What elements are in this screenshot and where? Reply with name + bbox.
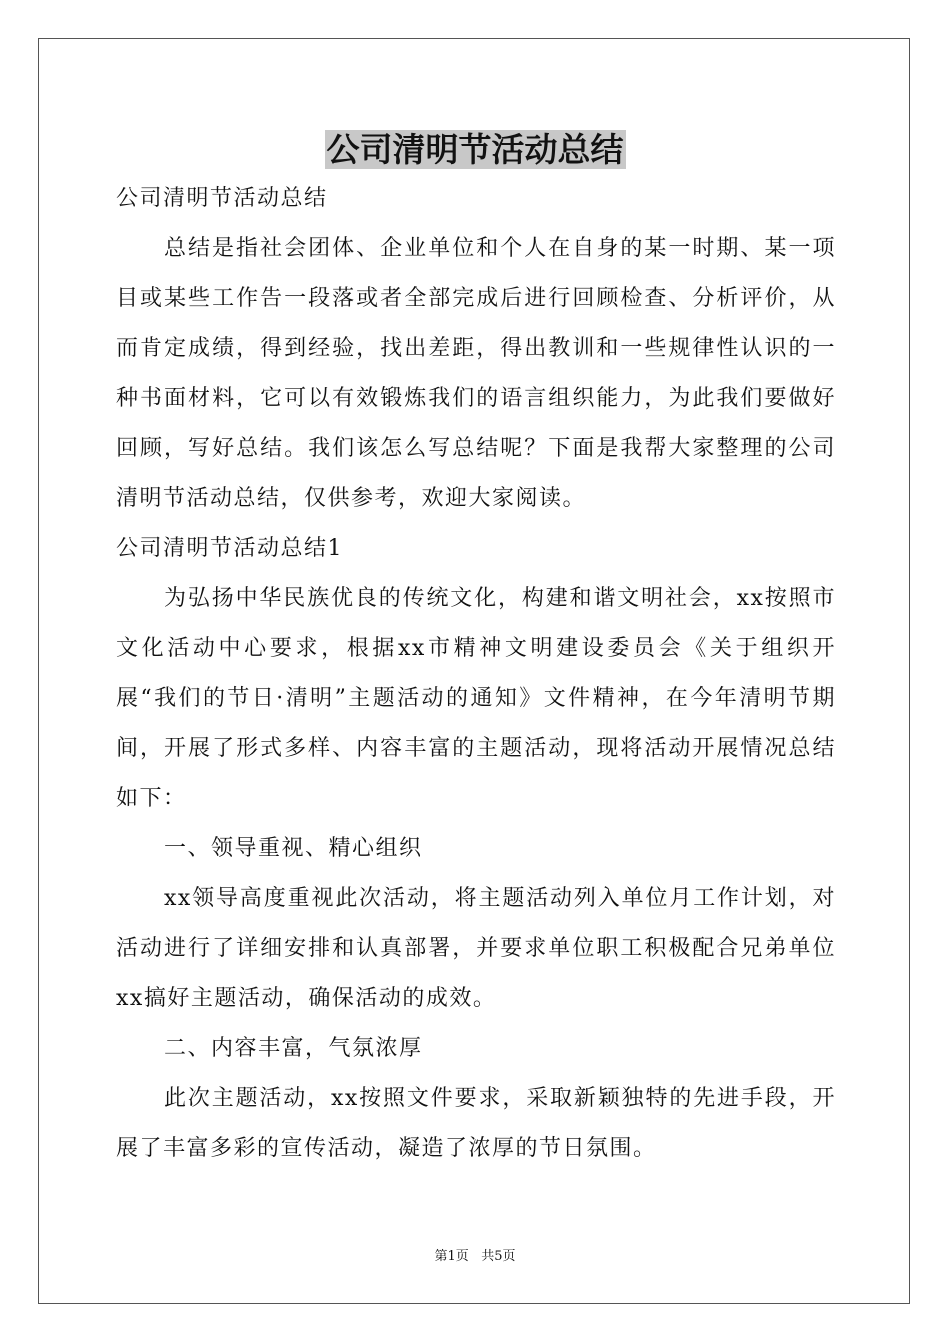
subheading-one: 一、领导重视、精心组织 (164, 836, 423, 861)
body-paragraph: xx领导高度重视此次活动，将主题活动列入单位月工作计划，对活动进行了详细安排和认真部署，并要求单位职工积极配合兄弟单位xx搞好主题活动，确保活动的成效。 (116, 886, 836, 1011)
body-paragraph: 此次主题活动，xx按照文件要求，采取新颖独特的先进手段，开展了丰富多彩的宣传活动，凝造了浓厚的节日氛围。 (116, 1086, 836, 1161)
document-title-text: 公司清明节活动总结 (326, 130, 624, 169)
subtitle-line: 公司清明节活动总结 (116, 186, 328, 211)
page-number: 第1页 (434, 1249, 469, 1264)
subheading-two: 二、内容丰富，气氛浓厚 (164, 1036, 423, 1061)
page-total: 共5页 (481, 1249, 516, 1264)
document-body (116, 174, 836, 1174)
section-heading: 公司清明节活动总结1 (116, 536, 343, 561)
document-title (0, 124, 950, 176)
intro-paragraph: 总结是指社会团体、企业单位和个人在自身的某一时期、某一项目或某些工作告一段落或者全部完成后进行回顾检查、分析评价，从而肯定成绩，得到经验，找出差距，得出教训和一些规律性认识的一种书面材料，它可以有效锻炼我们的语言组织能力，为此我们要做好回顾，写好总结。我们该怎么写总结呢？下面是我帮大家整理的公司清明节活动总结，仅供参考，欢迎大家阅读。 (116, 236, 836, 511)
page-footer (0, 1247, 950, 1267)
body-paragraph: 为弘扬中华民族优良的传统文化，构建和谐文明社会，xx按照市文化活动中心要求，根据xx市精神文明建设委员会《关于组织开展“我们的节日·清明”主题活动的通知》文件精神，在今年清明节期间，开展了形式多样、内容丰富的主题活动，现将活动开展情况总结如下： (116, 586, 836, 811)
